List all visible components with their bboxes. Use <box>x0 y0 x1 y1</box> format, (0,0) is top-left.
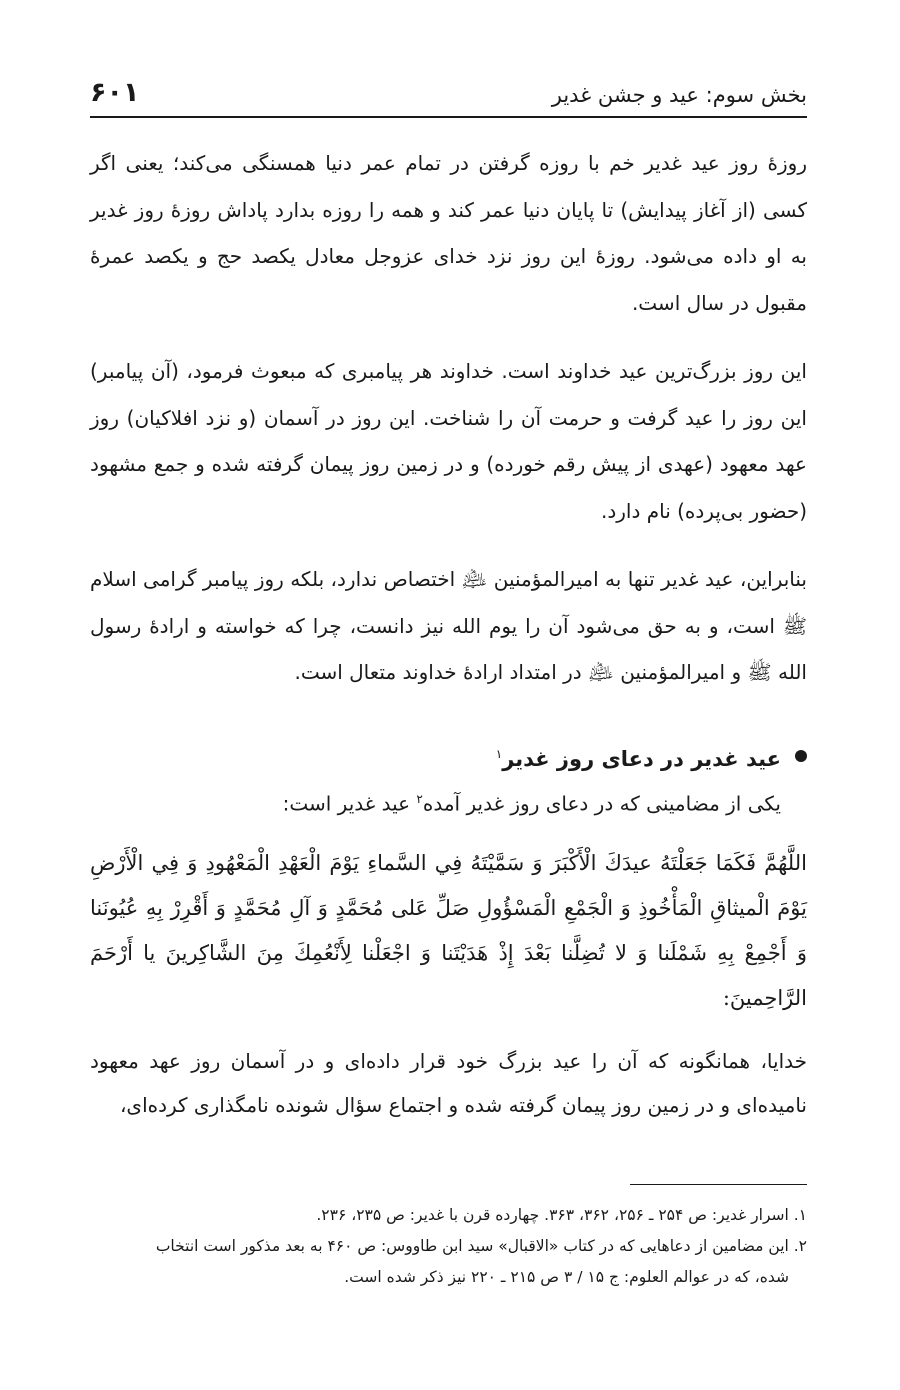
footnote-2-continued: شده، که در عوالم العلوم: ج ۱۵ / ۳ ص ۲۱۵ ـ ۲۲۰ نیز ذکر شده است. <box>344 1268 789 1286</box>
intro-text-end: عید غدیر است: <box>282 791 417 816</box>
footnote-2: ۲. این مضامین از دعاهایی که در کتاب «الاقبال» سید ابن طاووس: ص ۴۶۰ به بعد مذکور است انتخاب <box>155 1237 807 1255</box>
arabic-prayer: اللَّهُمَّ فَكَمَا جَعَلْتَهُ عيدَكَ الْأَكْبَرَ وَ سَمَّيْتَهُ فِي السَّماءِ يَوْمَ الْعَهْدِ الْمَعْهُودِ وَ فِي الْأَرْضِ يَوْمَ الْميثاقِ الْمَأْخُوذِ وَ الْجَمْعِ الْمَسْؤُولِ صَلِّ عَلى مُحَمَّدٍ وَ آلِ مُحَمَّدٍ وَ أَقْرِرْ بِهِ عُيُونَنا وَ أَجْمِعْ بِهِ شَمْلَنا وَ لا تُضِلَّنا بَعْدَ إِذْ هَدَيْتَنا وَ اجْعَلْنا لِأَنْعُمِكَ مِنَ الشَّاكِرينَ يا أَرْحَمَ الرَّاحِمينَ: <box>90 851 807 1011</box>
bullet-icon <box>795 750 807 762</box>
paragraph-3: بنابراین، عید غدیر تنها به امیرالمؤمنین ﵇ اختصاص ندارد، بلکه روز پیامبر گرامی اسلام ﷺ است، و به حق می‌شود آن را یوم الله نیز دانست، چرا که خواسته و ارادهٔ رسول الله ﷺ و امیرالمؤمنین ﵇ در امتداد ارادهٔ خداوند متعال است. <box>90 567 807 684</box>
paragraph-2: این روز بزرگ‌ترین عید خداوند است. خداوند هر پیامبری که مبعوث فرمود، (آن پیامبر) این روز را عید گرفت و حرمت آن را شناخت. این روز در آسمان (و نزد افلاکیان) روز عهد معهود (عهدی از پیش رقم خورده) و در زمین روز پیمان گرفته شده و جمع مشهود (حضور بی‌پرده) نام دارد. <box>90 359 807 523</box>
paragraph-1: روزهٔ روز عید غدیر خم با روزه گرفتن در تمام عمر دنیا همسنگی می‌کند؛ یعنی اگر کسی (از آغاز پیدایش) تا پایان دنیا عمر کند و همه را روزه بدارد پاداش روزهٔ روز غدیر به او داده می‌شود. روزهٔ این روز نزد خدای عزوجل معادل یکصد حج و یکصد عمرهٔ مقبول در سال است. <box>90 151 807 315</box>
page-header <box>90 72 807 118</box>
intro-line <box>90 779 807 824</box>
section-heading-text: عید غدیر در دعای روز غدیر <box>502 746 781 771</box>
footnote-1: ۱. اسرار غدیر: ص ۲۵۴ ـ ۲۵۶، ۳۶۲، ۳۶۳. چهارده قرن با غدیر: ص ۲۳۵، ۲۳۶. <box>316 1206 807 1224</box>
intro-text: یکی از مضامینی که در دعای روز غدیر آمده <box>422 791 781 816</box>
footnote-divider <box>630 1184 807 1185</box>
footnote-ref[interactable]: ۱ <box>495 746 503 761</box>
footnotes <box>90 1200 807 1293</box>
page-number: ۶۰۱ <box>90 77 140 108</box>
section-heading <box>90 734 807 779</box>
prayer-translation: خدایا، همانگونه که آن را عید بزرگ خود قرار داده‌ای و در آسمان روز عهد معهود نامیده‌ای و در زمین روز پیمان گرفته شده و اجتماع سؤال شونده نامگذاری کرده‌ای، <box>90 1049 807 1118</box>
running-head: بخش سوم: عید و جشن غدیر <box>551 83 807 107</box>
page-body <box>90 140 807 1127</box>
footnote-ref[interactable]: ۲ <box>416 791 423 806</box>
